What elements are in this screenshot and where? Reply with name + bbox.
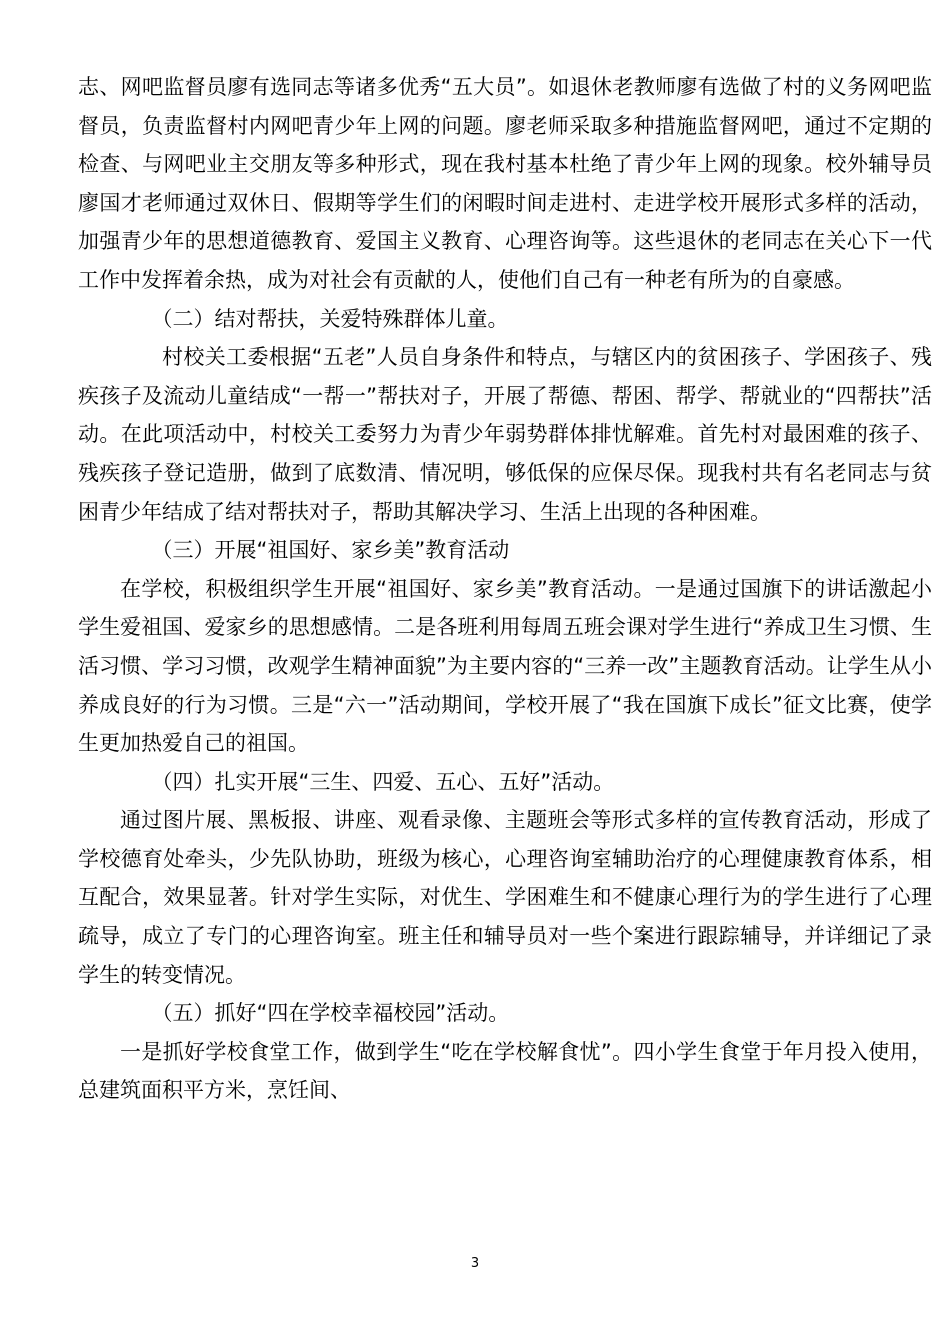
section-heading-3: （三）开展“祖国好、家乡美”教育活动 — [151, 538, 510, 563]
section-heading-2: （二）结对帮扶，关爱特殊群体儿童。 — [151, 306, 509, 331]
section-heading-4: （四）扎实开展“三生、四爱、五心、五好”活动。 — [151, 769, 615, 794]
paragraph-mental-health: 通过图片展、黑板报、讲座、观看录像、主题班会等形式多样的宣传教育活动，形成了学校德育处牵头，少先队协助，班级为核心，心理咨询室辅助治疗的心理健康教育体系，相互配合，效果显著。针对学生实际，对优生、学困难生和不健康心理行为的学生进行了心理疏导，成立了专门的心理咨询室。班主任和辅导员对一些个案进行跟踪辅导，并详细记了录学生的转变情况。 — [78, 808, 932, 987]
page-number: 3 — [470, 1256, 480, 1271]
paragraph-help-children: 村校关工委根据“五老”人员自身条件和特点，与辖区内的贫困孩子、学困孩子、残疾孩子及流动儿童结成“一帮一”帮扶对子，开展了帮德、帮困、帮学、帮就业的“四帮扶”活动。在此项活动中，村校关工委努力为青少年弱势群体排忧解难。首先村对最困难的孩子、残疾孩子登记造册，做到了底数清、情况明，够低保的应保尽保。现我村共有名老同志与贫困青少年结成了结对帮扶对子，帮助其解决学习、生活上出现的各种困难。 — [78, 345, 932, 524]
document-body — [78, 68, 932, 1110]
paragraph-motherland: 在学校，积极组织学生开展“祖国好、家乡美”教育活动。一是通过国旗下的讲话激起小学生爱祖国、爱家乡的思想感情。二是各班利用每周五班会课对学生进行“养成卫生习惯、生活习惯、学习习惯，改观学生精神面貌”为主要内容的“三养一改”主题教育活动。让学生从小养成良好的行为习惯。三是“六一”活动期间，学校开展了“我在国旗下成长”征文比赛，使学生更加热爱自己的祖国。 — [78, 576, 932, 756]
section-heading-5: （五）抓好“四在学校幸福校园”活动。 — [151, 1001, 510, 1026]
paragraph-wangba-supervisor: 志、网吧监督员廖有选同志等诸多优秀“五大员”。如退休老教师廖有选做了村的义务网吧监督员，负责监督村内网吧青少年上网的问题。廖老师采取多种措施监督网吧，通过不定期的检查、与网吧业主交朋友等多种形式，现在我村基本杜绝了青少年上网的现象。校外辅导员廖国才老师通过双休日、假期等学生们的闲暇时间走进村、走进学校开展形式多样的活动，加强青少年的思想道德教育、爱国主义教育、心理咨询等。这些退休的老同志在关心下一代工作中发挥着余热，成为对社会有贡献的人，使他们自己有一种老有所为的自豪感。 — [78, 75, 932, 292]
paragraph-canteen: 一是抓好学校食堂工作，做到学生“吃在学校解食忧”。四小学生食堂于年月投入使用，总建筑面积平方米，烹饪间、 — [78, 1039, 932, 1103]
